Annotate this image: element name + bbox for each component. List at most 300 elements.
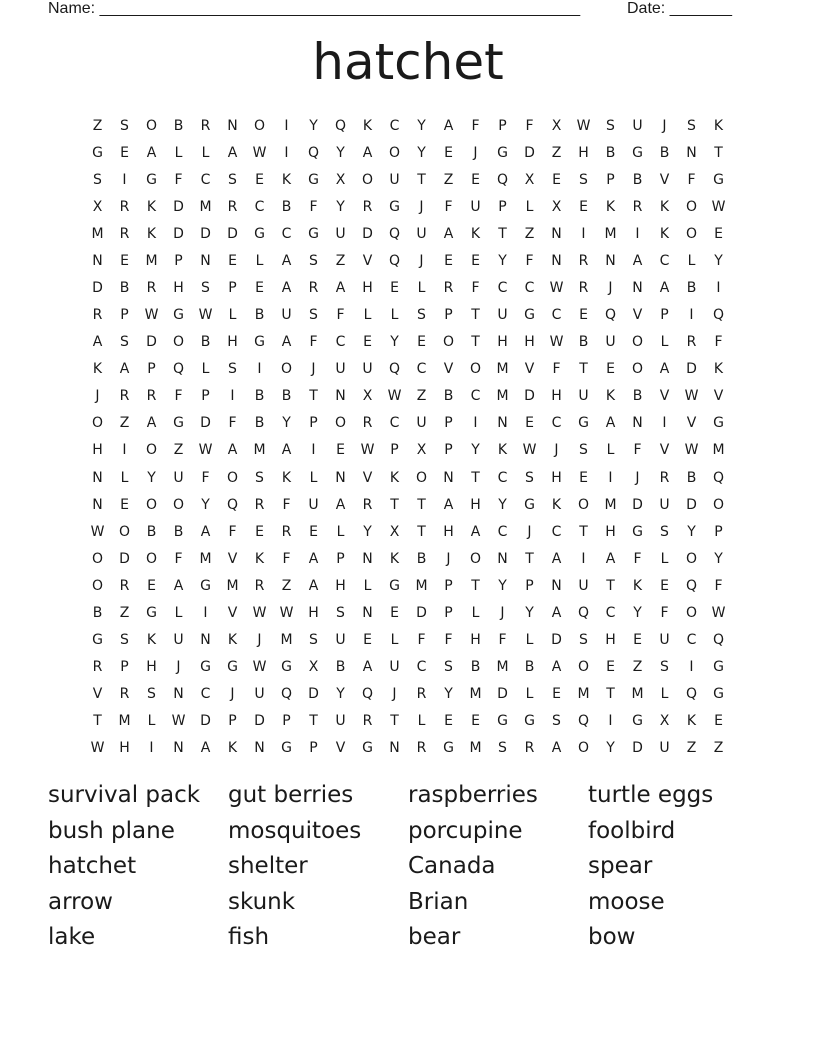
grid-letter: I [581,550,586,567]
grid-letter: K [497,442,508,459]
grid-letter: E [147,577,156,594]
grid-letter: S [660,523,669,540]
grid-letter: E [606,361,615,378]
grid-letter: O [253,117,266,134]
grid-letter: P [201,388,210,405]
grid-letter: E [363,632,372,649]
grid-letter: L [606,442,615,459]
grid-letter: B [632,171,643,188]
grid-letter: F [417,632,426,649]
grid-letter: F [498,632,507,649]
grid-letter: E [579,307,588,324]
grid-letter: I [635,225,640,242]
grid-letter: S [228,361,237,378]
grid-letter: U [659,632,670,649]
grid-letter: C [281,225,292,242]
grid-letter: H [227,334,238,351]
grid-letter: Y [336,144,345,161]
grid-letter: F [228,523,237,540]
grid-letter: S [120,117,129,134]
grid-letter: G [524,307,535,324]
grid-letter: A [659,361,670,378]
grid-letter: N [335,469,346,486]
grid-letter: B [686,469,697,486]
grid-letter: M [496,361,509,378]
grid-letter: Y [714,252,723,269]
grid-letter: D [632,496,643,513]
grid-letter: W [252,604,267,621]
grid-letter: M [496,388,509,405]
grid-letter: G [92,632,103,649]
grid-letter: H [443,523,454,540]
grid-letter: Y [471,442,480,459]
grid-letter: G [173,415,184,432]
grid-letter: E [417,334,426,351]
grid-letter: S [552,713,561,730]
grid-letter: E [120,144,129,161]
grid-letter: W [90,740,105,757]
grid-letter: J [527,523,532,540]
grid-letter: R [416,740,427,757]
grid-letter: K [686,713,697,730]
grid-letter: U [335,225,346,242]
grid-letter: J [392,686,397,703]
grid-letter: W [684,388,699,405]
grid-letter: B [281,388,292,405]
grid-letter: X [551,198,562,215]
grid-letter: W [279,604,294,621]
grid-letter: T [606,686,615,703]
grid-letter: I [149,740,154,757]
grid-letter: C [416,361,427,378]
grid-letter: M [199,550,212,567]
grid-letter: J [176,659,181,676]
word-bank-item: Canada [408,853,496,880]
grid-letter: F [714,577,723,594]
grid-letter: E [471,713,480,730]
grid-letter: L [147,713,156,730]
grid-letter: K [605,198,616,215]
grid-letter: W [387,388,402,405]
grid-letter: K [227,740,238,757]
grid-letter: O [631,361,644,378]
grid-letter: A [200,740,211,757]
grid-letter: L [390,632,399,649]
grid-letter: S [309,307,318,324]
grid-letter: L [336,523,345,540]
grid-letter: Q [172,361,185,378]
grid-letter: D [686,361,697,378]
grid-letter: N [173,740,184,757]
grid-letter: R [227,198,238,215]
grid-letter: K [146,632,157,649]
grid-letter: I [662,415,667,432]
grid-letter: P [444,604,453,621]
grid-letter: O [226,469,239,486]
grid-letter: R [362,496,373,513]
grid-letter: M [469,740,482,757]
grid-letter: G [92,144,103,161]
grid-letter: E [363,334,372,351]
grid-letter: N [200,632,211,649]
grid-letter: G [146,171,157,188]
grid-letter: Q [577,604,590,621]
grid-letter: K [146,225,157,242]
grid-letter: T [390,496,399,513]
grid-letter: R [578,252,589,269]
grid-letter: Z [443,171,454,188]
grid-letter: G [389,577,400,594]
grid-letter: K [713,117,724,134]
grid-letter: E [714,225,723,242]
grid-letter: W [711,198,726,215]
word-bank-item: arrow [48,888,113,915]
grid-letter: A [335,496,346,513]
grid-letter: J [500,604,505,621]
grid-letter: A [551,659,562,676]
grid-letter: X [659,713,670,730]
grid-letter: L [660,334,669,351]
grid-letter: N [443,469,454,486]
grid-letter: R [659,469,670,486]
grid-letter: B [416,550,427,567]
grid-letter: A [281,334,292,351]
grid-letter: X [551,117,562,134]
grid-letter: G [308,225,319,242]
grid-letter: C [389,415,400,432]
grid-letter: M [118,713,131,730]
grid-letter: U [281,307,292,324]
grid-letter: Q [280,686,293,703]
grid-letter: I [608,469,613,486]
grid-letter: P [444,442,453,459]
grid-letter: R [443,280,454,296]
grid-letter: U [335,361,346,378]
grid-letter: B [281,198,292,215]
grid-letter: O [91,550,104,567]
grid-letter: E [228,252,237,269]
grid-letter: L [174,604,183,621]
grid-letter: T [417,171,426,188]
grid-letter: K [254,550,265,567]
grid-letter: B [254,307,265,324]
grid-letter: K [362,117,373,134]
grid-letter: V [335,740,346,757]
grid-letter: K [551,496,562,513]
grid-letter: M [280,632,293,649]
grid-letter: R [578,280,589,296]
grid-letter: E [579,198,588,215]
grid-letter: O [172,496,185,513]
grid-letter: J [662,117,667,134]
word-bank-item: shelter [228,853,308,880]
grid-letter: S [498,740,507,757]
grid-letter: G [200,577,211,594]
grid-letter: I [284,144,289,161]
grid-letter: M [199,198,212,215]
grid-letter: N [362,604,373,621]
word-bank-item: gut berries [228,782,354,808]
grid-letter: I [257,361,262,378]
grid-letter: P [228,280,237,296]
grid-letter: Z [119,415,130,432]
grid-letter: F [660,604,669,621]
grid-letter: L [417,713,426,730]
grid-letter: O [91,577,104,594]
grid-letter: E [255,280,264,296]
grid-letter: F [552,361,561,378]
grid-letter: W [549,334,564,351]
grid-letter: L [309,469,318,486]
grid-letter: Y [390,334,399,351]
grid-letter: W [171,713,186,730]
grid-letter: P [525,577,534,594]
grid-letter: T [309,713,318,730]
grid-letter: E [552,171,561,188]
grid-letter: F [282,496,291,513]
grid-letter: C [659,252,670,269]
grid-letter: M [631,686,644,703]
grid-letter: G [713,686,724,703]
grid-letter: S [687,117,696,134]
grid-letter: Y [444,686,453,703]
grid-letter: C [551,307,562,324]
grid-letter: S [606,117,615,134]
grid-letter: E [120,252,129,269]
grid-letter: U [578,577,589,594]
grid-letter: M [415,577,428,594]
grid-letter: G [713,659,724,676]
grid-letter: L [660,550,669,567]
grid-letter: A [551,550,562,567]
grid-letter: N [497,415,508,432]
grid-letter: U [173,469,184,486]
grid-letter: P [282,713,291,730]
grid-letter: F [309,334,318,351]
grid-letter: V [227,604,238,621]
grid-letter: G [200,659,211,676]
grid-letter: P [309,415,318,432]
grid-letter: M [253,442,266,459]
grid-letter: C [551,415,562,432]
grid-letter: S [444,659,453,676]
grid-letter: F [525,117,534,134]
grid-letter: G [632,144,643,161]
grid-letter: W [711,604,726,621]
grid-letter: K [227,632,238,649]
grid-letter: V [443,361,454,378]
grid-letter: U [389,171,400,188]
grid-letter: H [470,496,481,513]
grid-letter: D [308,686,319,703]
grid-letter: H [551,388,562,405]
grid-letter: Q [604,307,617,324]
grid-letter: M [712,442,725,459]
grid-letter: F [471,280,480,296]
grid-letter: K [470,225,481,242]
grid-letter: F [174,388,183,405]
grid-letter: O [577,496,590,513]
grid-letter: A [470,523,481,540]
word-bank [48,778,768,956]
grid-letter: J [446,550,451,567]
grid-letter: I [473,415,478,432]
grid-letter: E [471,252,480,269]
grid-letter: E [255,171,264,188]
grid-letter: T [471,469,480,486]
grid-letter: S [255,469,264,486]
grid-letter: R [92,659,103,676]
grid-letter: F [336,307,345,324]
grid-letter: U [416,415,427,432]
grid-letter: R [632,198,643,215]
grid-letter: B [632,388,643,405]
grid-letter: R [119,388,130,405]
grid-letter: F [174,550,183,567]
grid-letter: P [498,198,507,215]
grid-letter: D [227,225,238,242]
grid-letter: S [120,632,129,649]
grid-letter: R [146,388,157,405]
grid-letter: I [203,604,208,621]
grid-letter: Z [686,740,697,757]
grid-letter: U [308,496,319,513]
grid-letter: A [335,280,346,296]
grid-letter: G [713,415,724,432]
grid-letter: Y [309,117,318,134]
grid-letter: F [687,171,696,188]
grid-letter: K [92,361,103,378]
grid-letter: O [712,496,725,513]
grid-letter: O [280,361,293,378]
grid-letter: I [689,659,694,676]
grid-letter: Y [498,252,507,269]
grid-letter: E [390,604,399,621]
grid-letter: S [201,280,210,296]
grid-letter: I [122,442,127,459]
grid-letter: Y [714,550,723,567]
grid-letter: L [417,280,426,296]
grid-letter: G [632,523,643,540]
grid-letter: H [551,469,562,486]
grid-letter: M [604,225,617,242]
grid-letter: B [173,117,184,134]
grid-letter: Y [498,577,507,594]
grid-letter: J [473,144,478,161]
grid-letter: Q [712,632,725,649]
grid-letter: Q [577,713,590,730]
grid-letter: Z [713,740,724,757]
grid-letter: N [551,225,562,242]
grid-letter: X [524,171,535,188]
grid-letter: N [632,415,643,432]
grid-letter: W [252,144,267,161]
grid-letter: X [92,198,103,215]
grid-letter: A [173,577,184,594]
grid-letter: Z [119,604,130,621]
grid-letter: O [685,225,698,242]
grid-letter: F [633,550,642,567]
grid-letter: W [522,442,537,459]
grid-letter: U [605,334,616,351]
grid-letter: Y [498,496,507,513]
grid-letter: Q [307,144,320,161]
grid-letter: A [362,659,373,676]
grid-letter: N [551,252,562,269]
grid-letter: A [227,144,238,161]
grid-letter: E [336,442,345,459]
grid-letter: Z [551,144,562,161]
grid-letter: E [606,659,615,676]
grid-letter: C [497,469,508,486]
grid-letter: D [173,225,184,242]
grid-letter: S [417,307,426,324]
grid-letter: N [173,686,184,703]
grid-letter: I [230,388,235,405]
grid-letter: Z [632,659,643,676]
word-bank-item: mosquitoes [228,817,362,844]
grid-letter: T [579,523,588,540]
grid-letter: V [659,442,670,459]
grid-letter: D [551,632,562,649]
grid-letter: D [173,198,184,215]
grid-letter: Z [335,252,346,269]
grid-letter: N [92,496,103,513]
grid-letter: L [525,632,534,649]
grid-letter: I [284,117,289,134]
grid-letter: L [525,686,534,703]
grid-letter: Z [416,388,427,405]
grid-letter: P [444,415,453,432]
grid-letter: J [419,198,424,215]
grid-letter: P [714,523,723,540]
grid-letter: T [309,388,318,405]
word-bank-item: foolbird [588,817,676,844]
grid-letter: O [415,469,428,486]
grid-letter: O [145,442,158,459]
grid-letter: B [119,280,130,296]
grid-letter: C [686,632,697,649]
grid-letter: Y [147,469,156,486]
grid-letter: E [120,496,129,513]
grid-letter: O [334,415,347,432]
grid-letter: G [524,713,535,730]
grid-letter: A [92,334,103,351]
grid-letter: C [254,198,265,215]
grid-letter: C [200,171,211,188]
grid-letter: F [228,415,237,432]
grid-letter: L [201,144,210,161]
grid-letter: V [92,686,103,703]
grid-letter: S [579,171,588,188]
grid-letter: X [308,659,319,676]
grid-letter: W [576,117,591,134]
grid-letter: H [335,577,346,594]
grid-letter: G [389,198,400,215]
word-bank-item: fish [228,924,270,951]
grid-letter: B [173,523,184,540]
grid-letter: Y [687,523,696,540]
grid-letter: N [254,740,265,757]
grid-letter: N [497,550,508,567]
grid-letter: L [363,577,372,594]
grid-letter: W [198,442,213,459]
grid-letter: B [443,388,454,405]
grid-letter: I [716,280,721,296]
grid-letter: R [119,686,130,703]
grid-letter: S [93,171,102,188]
grid-letter: T [471,307,480,324]
